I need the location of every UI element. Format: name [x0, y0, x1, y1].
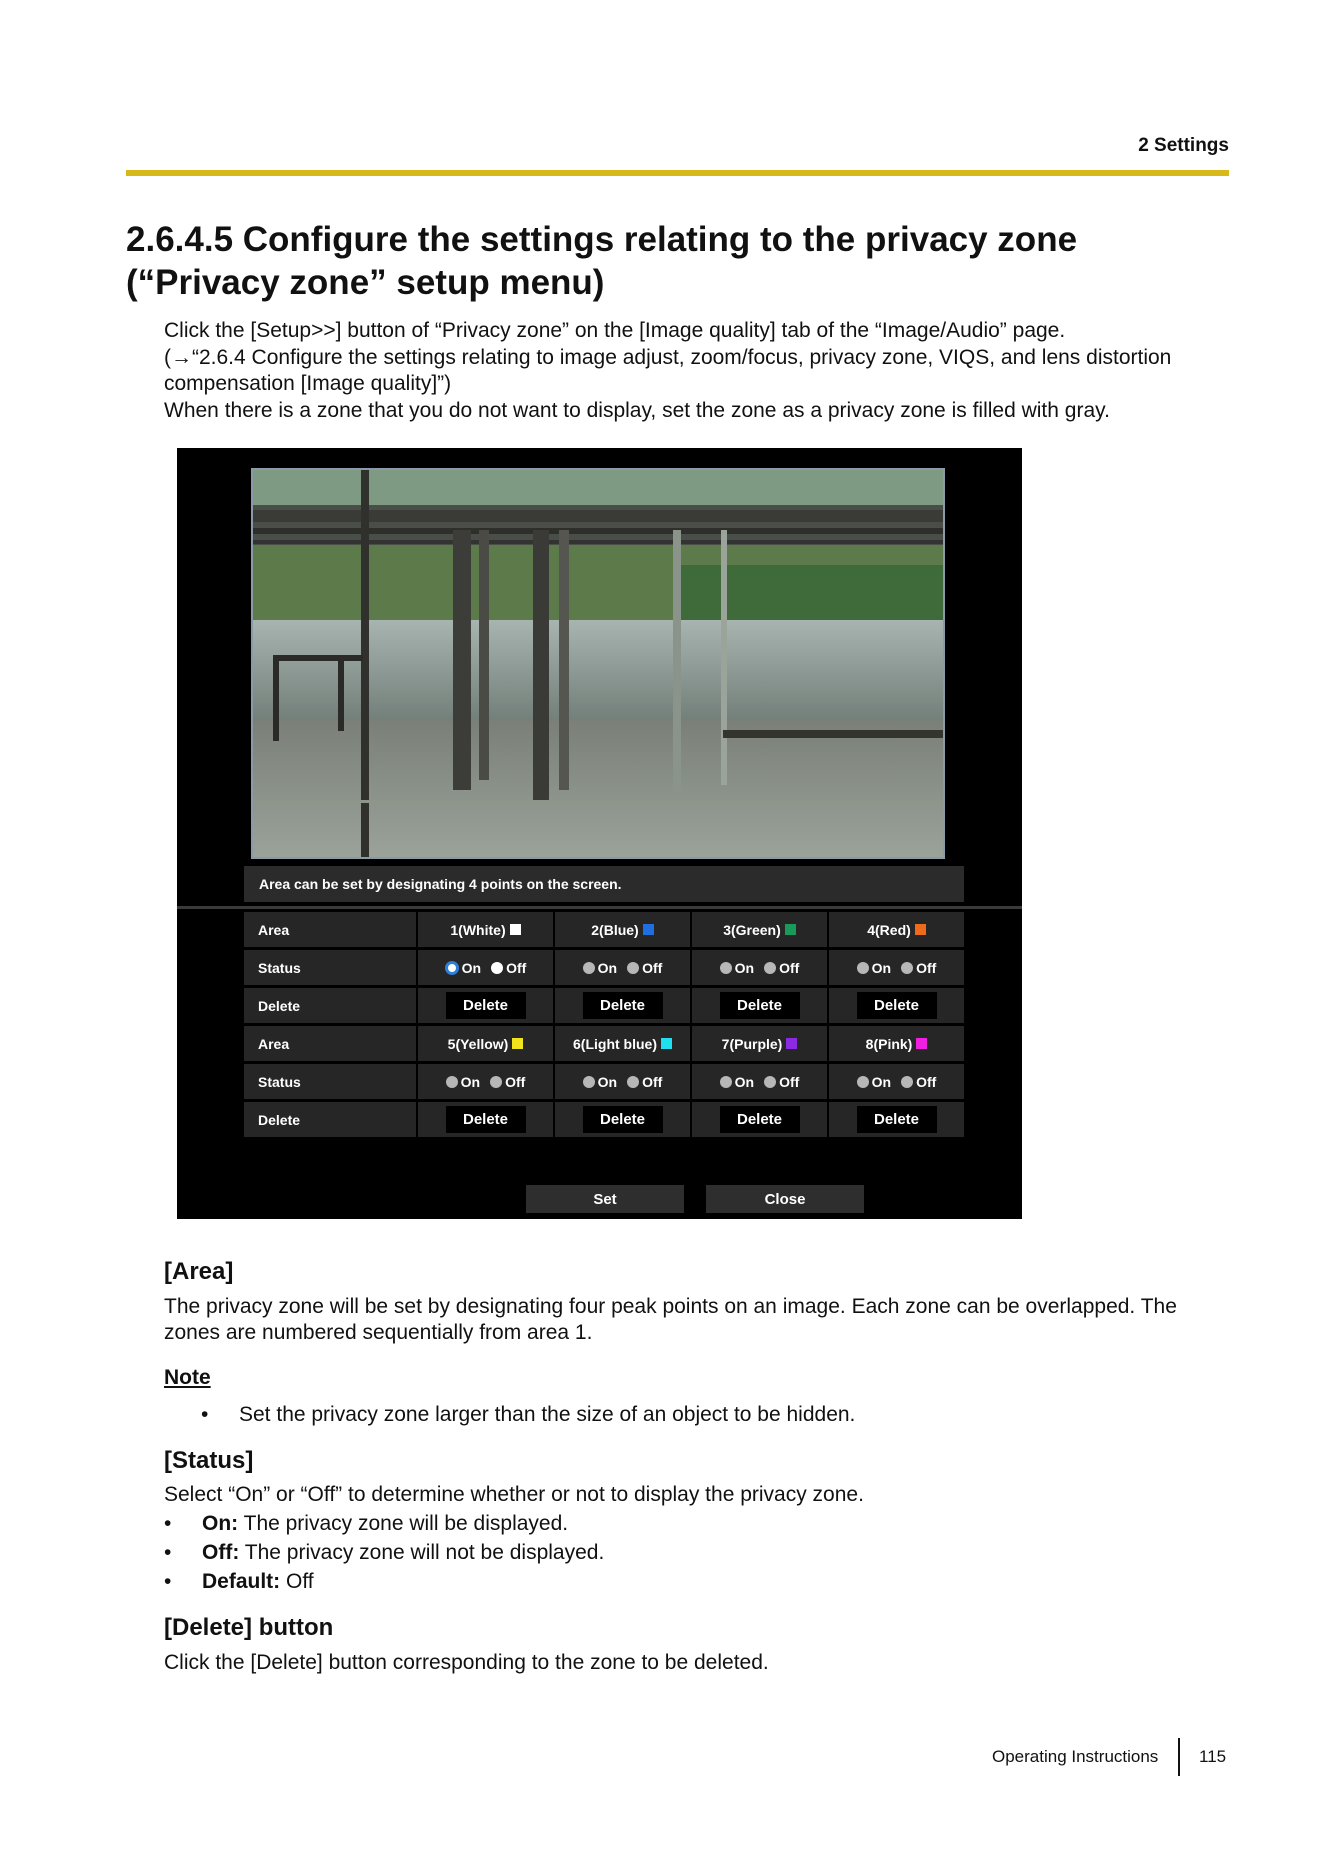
delete-cell-7 — [692, 1102, 827, 1137]
radio-on-label: On — [460, 1073, 481, 1090]
bullet-icon: • — [164, 1512, 172, 1535]
area-name: 6(Light blue) — [573, 1035, 657, 1052]
area-heading: [Area] — [164, 1258, 234, 1285]
radio-icon — [901, 1076, 913, 1088]
radio-off[interactable] — [901, 960, 936, 976]
desc: Off — [280, 1570, 314, 1593]
radio-on[interactable] — [720, 960, 754, 976]
delete-cell-5 — [418, 1102, 553, 1137]
area-name: 5(Yellow) — [447, 1035, 509, 1052]
set-button[interactable]: Set — [526, 1185, 684, 1213]
radio-off-label: Off — [505, 1073, 526, 1090]
delete-button-area-8[interactable]: Delete — [857, 1106, 937, 1133]
radio-on[interactable] — [445, 960, 481, 976]
term: Off: — [202, 1541, 240, 1564]
row-label-area: Area — [244, 1026, 416, 1061]
delete-button-area-1[interactable]: Delete — [446, 992, 526, 1019]
radio-icon — [901, 962, 913, 974]
radio-on[interactable] — [583, 960, 617, 976]
radio-on-label: On — [461, 959, 482, 976]
area-header-7 — [692, 1026, 827, 1061]
status-item-on — [164, 1511, 1064, 1537]
term: On: — [202, 1512, 239, 1535]
row-label-delete: Delete — [244, 1102, 416, 1137]
header-rule — [126, 170, 1229, 176]
radio-icon — [720, 962, 732, 974]
radio-off-label: Off — [506, 959, 527, 976]
area-header-2 — [555, 912, 690, 947]
radio-on[interactable] — [720, 1074, 754, 1090]
area-name: 7(Purple) — [721, 1035, 783, 1052]
radio-on[interactable] — [857, 1074, 891, 1090]
color-swatch-green — [785, 924, 796, 935]
radio-icon — [627, 1076, 639, 1088]
radio-off-label: Off — [779, 959, 800, 976]
radio-off[interactable] — [627, 1074, 662, 1090]
intro-line-3: When there is a zone that you do not want to display, set the zone as a privacy zone is filled with gray. — [164, 399, 1110, 422]
radio-on-label: On — [871, 959, 892, 976]
radio-off[interactable] — [901, 1074, 936, 1090]
row-label-status: Status — [244, 1064, 416, 1099]
footer-text: Operating Instructions — [992, 1747, 1159, 1766]
radio-off[interactable] — [490, 1074, 525, 1090]
section-label: 2 Settings — [1138, 135, 1229, 156]
status-description: Select “On” or “Off” to determine whether or not to display the privacy zone. — [164, 1483, 864, 1506]
radio-off-label: Off — [916, 959, 937, 976]
delete-button-area-5[interactable]: Delete — [446, 1106, 526, 1133]
radio-icon — [491, 962, 503, 974]
status-area-2 — [555, 950, 690, 985]
hint-text: Area can be set by designating 4 points on the screen. — [244, 866, 964, 902]
area-header-4 — [829, 912, 964, 947]
status-item-default — [164, 1569, 1064, 1595]
area-header-8 — [829, 1026, 964, 1061]
bullet-icon: • — [201, 1403, 209, 1426]
radio-icon — [490, 1076, 502, 1088]
radio-on[interactable] — [857, 960, 891, 976]
radio-off[interactable] — [627, 960, 662, 976]
intro-line-1: Click the [Setup>>] button of “Privacy zone” on the [Image quality] tab of the “Image/Audio” page. — [164, 319, 1066, 342]
camera-image[interactable] — [251, 468, 945, 859]
radio-icon — [720, 1076, 732, 1088]
status-area-7 — [692, 1064, 827, 1099]
row-label-delete: Delete — [244, 988, 416, 1023]
color-swatch-light-blue — [661, 1038, 672, 1049]
area-header-6 — [555, 1026, 690, 1061]
note-text: Set the privacy zone larger than the size of an object to be hidden. — [239, 1403, 856, 1426]
radio-icon — [446, 1076, 458, 1088]
intro-line-2: (→“2.6.4 Configure the settings relating to image adjust, zoom/focus, privacy zone, VIQS, and lens distortion compensation [Image quality]”) — [164, 346, 1172, 395]
status-area-3 — [692, 950, 827, 985]
status-area-6 — [555, 1064, 690, 1099]
radio-icon — [764, 962, 776, 974]
area-name: 3(Green) — [723, 921, 781, 938]
color-swatch-yellow — [512, 1038, 523, 1049]
footer-divider — [1178, 1738, 1180, 1776]
status-heading: [Status] — [164, 1447, 254, 1474]
privacy-zone-setup-window — [177, 448, 1022, 1219]
delete-button-area-4[interactable]: Delete — [857, 992, 937, 1019]
delete-button-area-3[interactable]: Delete — [720, 992, 800, 1019]
delete-cell-6 — [555, 1102, 690, 1137]
area-name: 4(Red) — [867, 921, 911, 938]
area-header-3 — [692, 912, 827, 947]
area-description: The privacy zone will be set by designating four peak points on an image. Each zone can be overlapped. The zones are numbered sequentially from area 1. — [164, 1295, 1177, 1344]
area-name: 8(Pink) — [865, 1035, 913, 1052]
term: Default: — [202, 1570, 281, 1593]
area-header-1 — [418, 912, 553, 947]
note-item — [201, 1402, 1101, 1428]
note-heading: Note — [164, 1366, 211, 1389]
radio-on-label: On — [597, 959, 618, 976]
delete-button-area-7[interactable]: Delete — [720, 1106, 800, 1133]
radio-icon — [857, 1076, 869, 1088]
status-area-1 — [418, 950, 553, 985]
radio-off-label: Off — [916, 1073, 937, 1090]
radio-on-label: On — [734, 1073, 755, 1090]
row-label-status: Status — [244, 950, 416, 985]
desc: The privacy zone will be displayed. — [238, 1512, 569, 1535]
radio-icon — [583, 1076, 595, 1088]
color-swatch-purple — [786, 1038, 797, 1049]
delete-button-area-6[interactable]: Delete — [583, 1106, 663, 1133]
delete-cell-1 — [418, 988, 553, 1023]
color-swatch-blue — [643, 924, 654, 935]
radio-on-label: On — [734, 959, 755, 976]
color-swatch-white — [510, 924, 521, 935]
area-name: 2(Blue) — [591, 921, 639, 938]
status-item-off — [164, 1540, 1064, 1566]
status-area-8 — [829, 1064, 964, 1099]
close-button[interactable]: Close — [706, 1185, 864, 1213]
radio-off-label: Off — [642, 1073, 663, 1090]
divider — [177, 906, 1022, 909]
radio-off-label: Off — [642, 959, 663, 976]
radio-icon — [583, 962, 595, 974]
radio-on-label: On — [871, 1073, 892, 1090]
delete-description: Click the [Delete] button corresponding to the zone to be deleted. — [164, 1651, 769, 1674]
radio-off-label: Off — [779, 1073, 800, 1090]
delete-button-area-2[interactable]: Delete — [583, 992, 663, 1019]
radio-icon — [764, 1076, 776, 1088]
radio-on[interactable] — [583, 1074, 617, 1090]
area-name: 1(White) — [450, 921, 506, 938]
radio-off[interactable] — [491, 960, 526, 976]
delete-cell-4 — [829, 988, 964, 1023]
radio-off[interactable] — [764, 1074, 799, 1090]
radio-selected-icon — [445, 961, 459, 975]
status-area-5 — [418, 1064, 553, 1099]
status-area-4 — [829, 950, 964, 985]
bullet-icon: • — [164, 1570, 172, 1593]
color-swatch-red — [915, 924, 926, 935]
row-label-area: Area — [244, 912, 416, 947]
page-title: 2.6.4.5 Configure the settings relating to the privacy zone (“Privacy zone” setup menu) — [126, 220, 1078, 302]
radio-icon — [857, 962, 869, 974]
delete-cell-8 — [829, 1102, 964, 1137]
desc: The privacy zone will not be displayed. — [239, 1541, 605, 1564]
radio-off[interactable] — [764, 960, 799, 976]
bullet-icon: • — [164, 1541, 172, 1564]
camera-scene-image — [253, 470, 943, 857]
delete-cell-2 — [555, 988, 690, 1023]
radio-icon — [627, 962, 639, 974]
delete-heading: [Delete] button — [164, 1614, 334, 1641]
color-swatch-pink — [916, 1038, 927, 1049]
area-header-5 — [418, 1026, 553, 1061]
page-number: 115 — [1199, 1747, 1227, 1766]
radio-on[interactable] — [446, 1074, 480, 1090]
radio-on-label: On — [597, 1073, 618, 1090]
delete-cell-3 — [692, 988, 827, 1023]
